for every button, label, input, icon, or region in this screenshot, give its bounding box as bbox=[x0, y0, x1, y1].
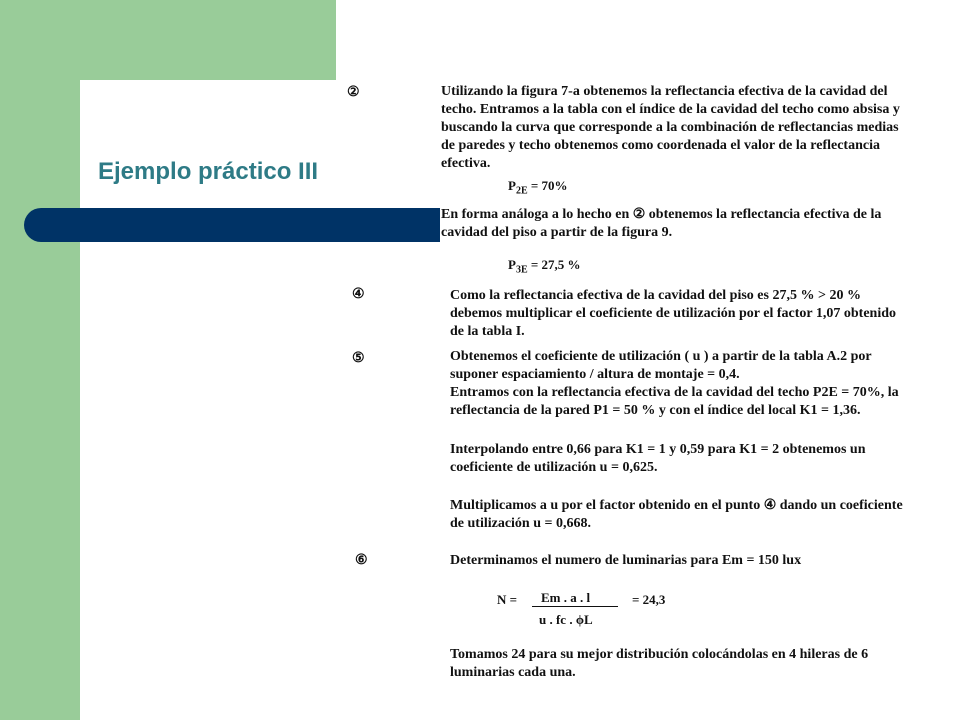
step-marker: ⑥ bbox=[355, 553, 368, 568]
step-text bbox=[450, 497, 903, 533]
text-line: buscando la curva que corresponde a la combinación de reflectancias medias bbox=[441, 120, 899, 135]
text-line: Entramos con la reflectancia efectiva de la cavidad del techo P2E = 70%, la bbox=[450, 385, 899, 400]
formula-result: = 24,3 bbox=[632, 592, 666, 607]
text-line: debemos multiplicar el coeficiente de utilización por el factor 1,07 obtenido bbox=[450, 306, 896, 321]
text-line: cavidad del piso a partir de la figura 9. bbox=[441, 225, 673, 240]
text-line: de paredes y techo obtenemos como coordenada el valor de la reflectancia bbox=[441, 138, 880, 153]
step-marker: ⑤ bbox=[352, 351, 365, 366]
formula-denominator: u . fc . ϕL bbox=[539, 612, 593, 627]
text-line: Como la reflectancia efectiva de la cavidad del piso es 27,5 % > 20 % bbox=[450, 288, 861, 303]
text-line: Determinamos el numero de luminarias para Em = 150 lux bbox=[450, 553, 802, 568]
step-text bbox=[441, 206, 881, 242]
step-text bbox=[450, 646, 868, 682]
step-text bbox=[450, 287, 896, 341]
text-line: de la tabla I. bbox=[450, 324, 525, 339]
text-line: Utilizando la figura 7-a obtenemos la reflectancia efectiva de la cavidad del bbox=[441, 84, 888, 99]
top-green-band bbox=[80, 0, 336, 80]
slide-title: Ejemplo práctico III bbox=[98, 158, 319, 185]
fraction-line bbox=[532, 606, 618, 607]
text-line: techo. Entramos a la tabla con el índice de la cavidad del techo como absisa y bbox=[441, 102, 900, 117]
result-value: = 27,5 % bbox=[527, 257, 581, 272]
result-symbol: P bbox=[508, 257, 516, 272]
result-p2e bbox=[508, 178, 568, 197]
step-marker: ② bbox=[347, 85, 360, 100]
text-line: En forma análoga a lo hecho en ② obtenemos la reflectancia efectiva de la bbox=[441, 207, 882, 222]
text-line: efectiva. bbox=[441, 156, 491, 171]
formula-lhs: N = bbox=[497, 592, 518, 607]
step-marker: ④ bbox=[352, 287, 365, 302]
step-text bbox=[450, 552, 801, 570]
result-symbol: P bbox=[508, 178, 516, 193]
result-subscript: 2E bbox=[515, 185, 528, 197]
text-line: Tomamos 24 para su mejor distribución colocándolas en 4 hileras de 6 bbox=[450, 647, 869, 662]
text-line: luminarias cada una. bbox=[450, 665, 576, 680]
text-line: coeficiente de utilización u = 0,625. bbox=[450, 460, 658, 475]
left-green-strip bbox=[0, 0, 80, 720]
text-line: de utilización u = 0,668. bbox=[450, 516, 591, 531]
result-subscript: 3E bbox=[515, 264, 528, 276]
title-underline-bar bbox=[24, 208, 440, 242]
result-p3e bbox=[508, 257, 581, 276]
text-line: Multiplicamos a u por el factor obtenido en el punto ④ dando un coeficiente bbox=[450, 498, 903, 513]
step-text bbox=[450, 348, 899, 420]
text-line: Obtenemos el coeficiente de utilización ( u ) a partir de la tabla A.2 por bbox=[450, 349, 872, 364]
result-value: = 70% bbox=[527, 178, 568, 193]
formula-numerator: Em . a . l bbox=[541, 590, 591, 605]
text-line: reflectancia de la pared P1 = 50 % y con el índice del local K1 = 1,36. bbox=[450, 403, 861, 418]
step-text bbox=[450, 441, 866, 477]
step-text bbox=[441, 83, 900, 173]
text-line: suponer espaciamiento / altura de montaje = 0,4. bbox=[450, 367, 740, 382]
text-line: Interpolando entre 0,66 para K1 = 1 y 0,59 para K1 = 2 obtenemos un bbox=[450, 442, 866, 457]
